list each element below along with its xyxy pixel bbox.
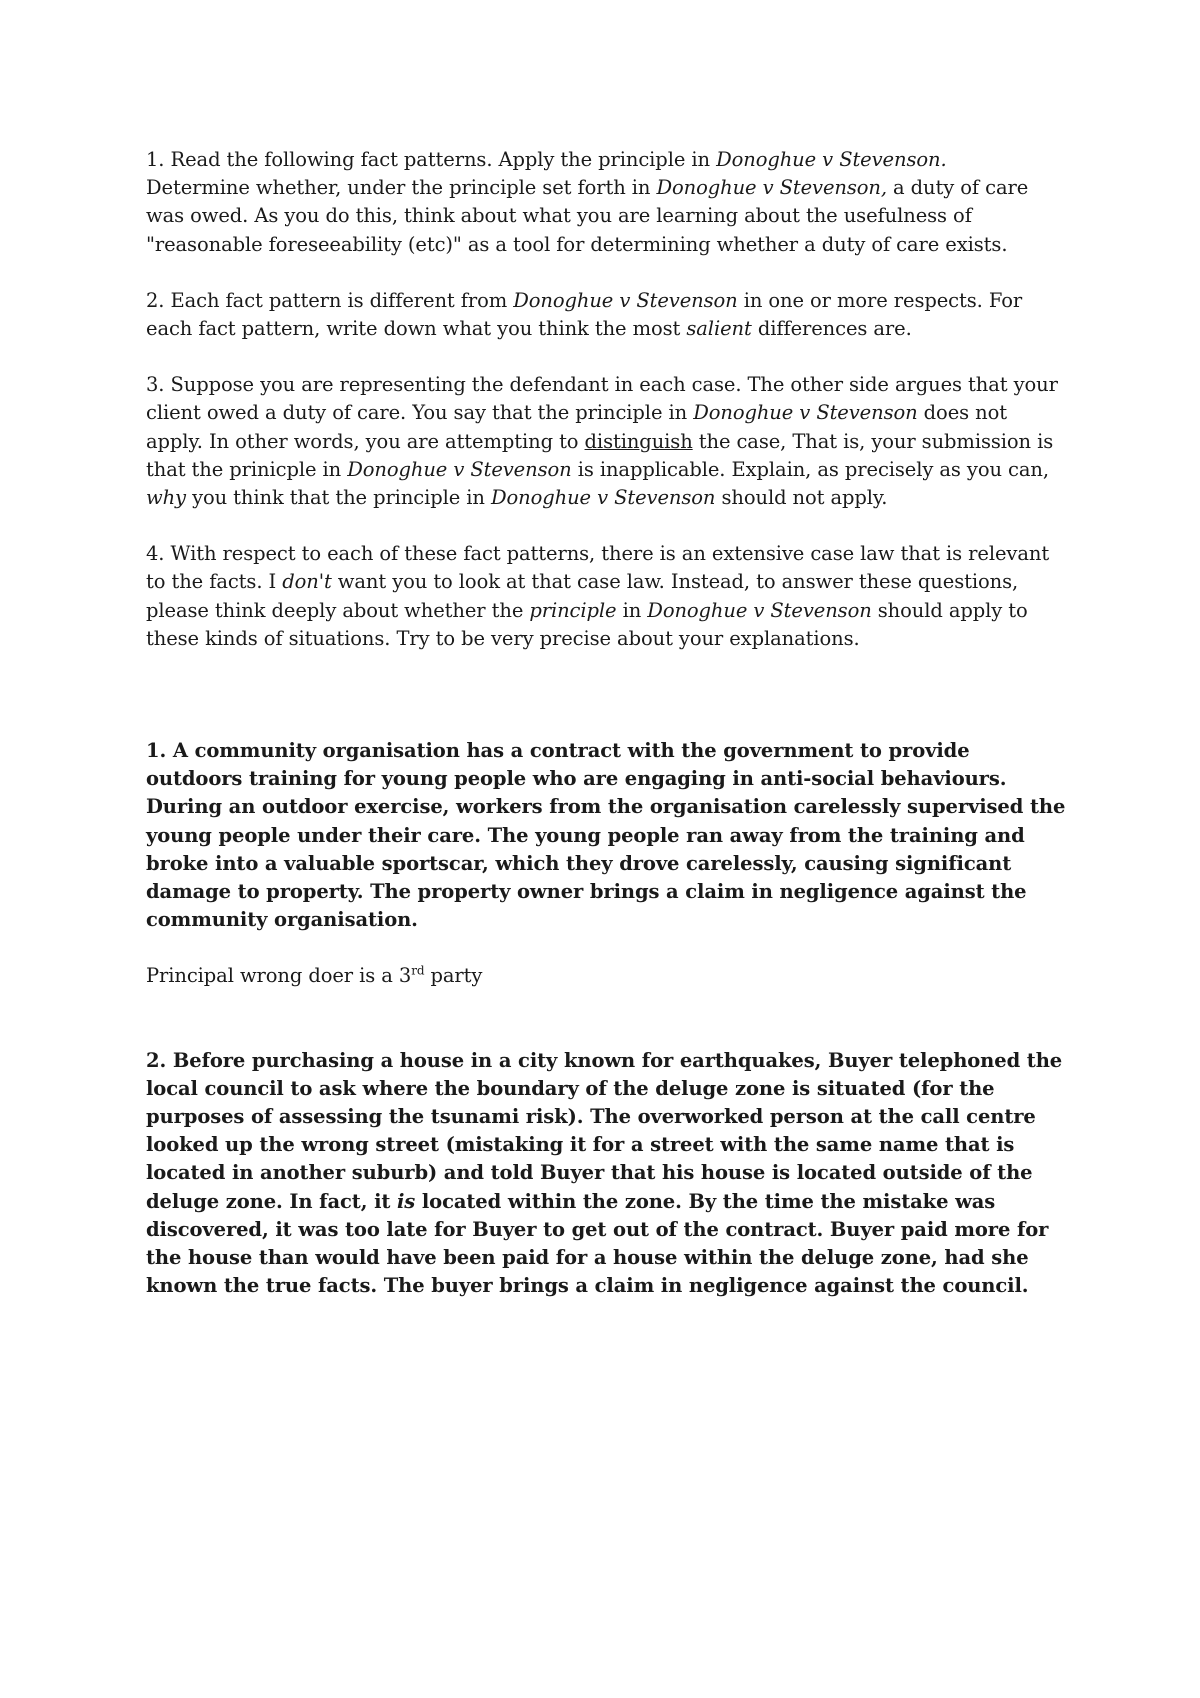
emphasis: why <box>146 486 186 510</box>
fact-pattern-1-text: 1. A community organisation has a contract with the government to provide outdoors training for young people who are engaging in anti-social behaviours. During an outdoor exercise, workers from the organisation carelessly supervised the young people under their care. The young people ran away from the training and broke into a valuable sportscar, which they drove carelessly, causing significant damage to property. The property owner brings a claim in negligence against the community organisation. <box>146 739 1066 932</box>
case-name: Donoghue v Stevenson <box>347 457 572 481</box>
fact-pattern-2 <box>146 1047 1066 1301</box>
instruction-3: 3. Suppose you are representing the defendant in each case. The other side argues that your client owed a duty of care. You say that the principle in Donoghue v Stevenson does not apply. In other words, you are attempting to distinguish the case, That is, your submission is that the prinicple in Donoghue v Stevenson is inapplicable. Explain, as precisely as you can, why you think that the principle in Donoghue v Stevenson should not apply. <box>146 373 1058 510</box>
instruction-4-number: 4. <box>146 542 165 566</box>
case-name: Donoghue v Stevenson <box>693 401 918 425</box>
fact-pattern-1-note: Principal wrong doer is a 3rd party <box>146 963 483 988</box>
instructions-section <box>146 146 1066 653</box>
fact-pattern-2-text: 2. Before purchasing a house in a city known for earthquakes, Buyer telephoned the local council to ask where the boundary of the deluge zone is situated (for the purposes of assessing the tsunami risk). The overworked person at the call centre looked up the wrong street (mistaking it for a street with the same name that is located in another suburb) and told Buyer that his house is located outside of the deluge zone. In fact, it is located within the zone. By the time the mistake was discovered, it was too late for Buyer to get out of the contract. Buyer paid more for the house than would have been paid for a house within the deluge zone, had she known the true facts. The buyer brings a claim in negligence against the council. <box>146 1048 1063 1298</box>
instruction-3-number: 3. <box>146 373 165 397</box>
emphasis: principle <box>529 598 617 622</box>
instruction-1-number: 1. <box>146 148 165 171</box>
instruction-2-number: 2. <box>146 288 165 312</box>
fact-pattern-1 <box>146 737 1066 991</box>
instruction-4: 4. With respect to each of these fact patterns, there is an extensive case law that is relevant to the facts. I don't want you to look at that case law. Instead, to answer these questions, please think deeply about whether the principle in Donoghue v Stevenson should apply to these kinds of situations. Try to be very precise about your explanations. <box>146 542 1050 650</box>
fact-pattern-2-number: 2. <box>146 1048 167 1072</box>
spacer <box>146 653 1066 737</box>
emphasis: is <box>396 1189 416 1213</box>
case-name: Donoghue v Stevenson, <box>656 176 887 200</box>
case-name: Donoghue v Stevenson. <box>716 148 947 171</box>
document-body <box>146 146 1066 1301</box>
ordinal-suffix: rd <box>411 963 425 978</box>
case-name: Donoghue v Stevenson <box>647 598 872 622</box>
case-name: Donoghue v Stevenson <box>490 486 716 510</box>
fact-pattern-1-number: 1. <box>146 739 167 763</box>
instruction-2: 2. Each fact pattern is different from Donoghue v Stevenson in one or more respects. For each fact pattern, write down what you think the most salient differences are. <box>146 288 1023 341</box>
case-name: Donoghue v Stevenson <box>513 288 738 312</box>
instruction-1: 1. Read the following fact patterns. Apply the principle in Donoghue v Stevenson. Determine whether, under the principle set forth in Donoghue v Stevenson, a duty of care was owed. As you do this, think about what you are learning about the usefulness of "reasonable foreseeability (etc)" as a tool for determining whether a duty of care exists. <box>146 148 1029 256</box>
emphasis: don't <box>282 570 332 594</box>
emphasis: salient <box>686 317 752 341</box>
spacer <box>146 991 1066 1047</box>
underlined-term: distinguish <box>584 429 693 453</box>
